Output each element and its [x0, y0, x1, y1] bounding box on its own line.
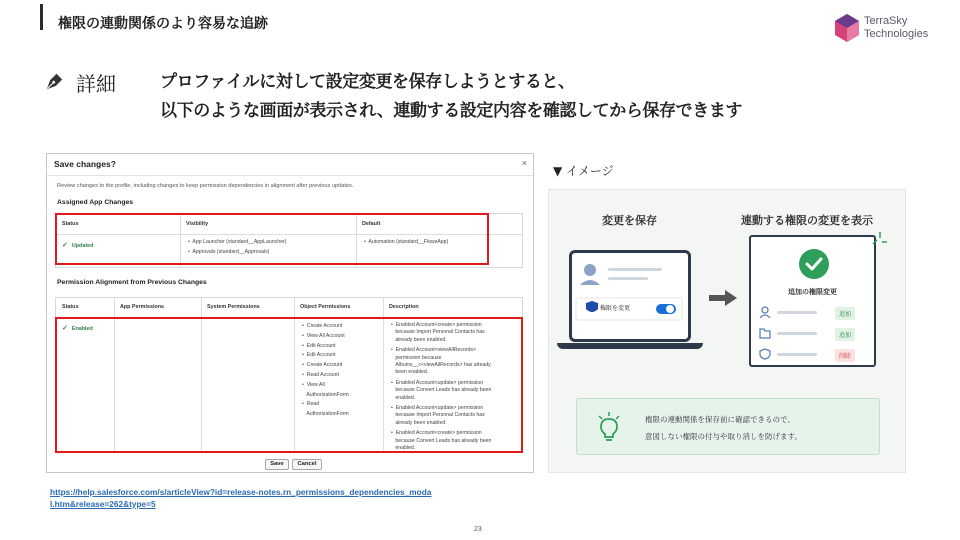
detail-description-line-1: プロファイルに対して設定変更を保存しようとすると、 — [160, 72, 575, 92]
header-accent-bar — [40, 4, 43, 30]
table1-header-visibility: Visibility — [186, 221, 209, 227]
shield-icon — [759, 348, 771, 360]
info-text-line-2: 意図しない権限の付与や取り消しを防げます。 — [645, 432, 802, 441]
info-callout — [576, 398, 880, 455]
terrasky-logo-icon — [834, 13, 860, 43]
save-button[interactable]: Save — [265, 459, 289, 470]
table1-header-status: Status — [62, 221, 79, 227]
page-number: 23 — [474, 526, 482, 533]
arrow-right-icon — [709, 290, 737, 306]
table1-header-default: Default — [362, 221, 381, 227]
permission-toggle-label: 権限を変更 — [600, 305, 631, 312]
badge-add-1: 追加 — [835, 307, 855, 320]
table1-status-cell: ✓ Updated — [62, 242, 94, 249]
cancel-button[interactable]: Cancel — [292, 459, 322, 470]
check-icon: ✓ — [62, 325, 68, 332]
doc-title: 追加の権限変更 — [788, 288, 837, 296]
fountain-pen-icon — [41, 71, 65, 95]
user-profile-icon — [572, 253, 688, 339]
table2-header-object-permissions: Object Permissions — [300, 304, 351, 310]
logo-line-1: TerraSky — [864, 15, 908, 27]
highlight-box-permission-alignment — [55, 317, 523, 453]
terrasky-logo — [834, 13, 944, 45]
laptop-base — [557, 343, 703, 349]
table2-header-system-permissions: System Permissions — [207, 304, 260, 310]
table2-description-cell: • Enabled Account<create> permission because Import Personal Contacts has already been enabled. • Enabled Account<viewAllRecords> permission because Albums__c<viewAllRecords> has already been enabled. • Enabled Account<update> permission because Convert Leads has already been enabled. • Enabled Account<update> permission because Import Personal Contacts has already been enabled. • Enabled Account<create> permission because Convert Leads has already been enabled. — [391, 322, 492, 452]
table2-object-permissions-cell: • Create Account • View All Account • Edit Account • Edit Account • Create Account • Read Account • View All AuthorizationForm • Read AuthorizationForm — [302, 323, 349, 418]
table2-header-status: Status — [62, 304, 79, 310]
section-permission-alignment: Permission Alignment from Previous Changes — [57, 279, 207, 286]
source-link-line-2[interactable]: l.htm&release=262&type=5 — [50, 499, 156, 509]
table2-header-description: Description — [389, 304, 419, 310]
dialog-intro-text: Review changes to the profile, including changes to keep permission dependencies in alignment after previous updates. — [57, 183, 354, 189]
permission-changes-document — [749, 235, 876, 367]
user-icon — [759, 306, 771, 318]
sparkle-icon — [871, 232, 887, 246]
left-illustration-title: 変更を保存 — [602, 214, 657, 227]
table1-visibility-cell: • App Launcher (standard__AppLauncher) • Approvals (standard__Approvals) — [188, 239, 287, 255]
table2-status-cell: ✓ Enabled — [62, 325, 93, 332]
table1-default-cell: • Automation (standard__FlowsApp) — [364, 239, 449, 245]
info-text-line-1: 権限の連動関係を保存前に確認できるので、 — [645, 415, 795, 424]
page-title: 権限の連動関係のより容易な追跡 — [58, 16, 268, 32]
right-illustration-title: 連動する権限の変更を表示 — [741, 214, 873, 227]
table2-header-app-permissions: App Permissions — [120, 304, 165, 310]
highlight-box-app-changes — [55, 213, 489, 265]
detail-description-line-2: 以下のような画面が表示され、連動する設定内容を確認してから保存できます — [160, 101, 743, 121]
laptop-illustration — [569, 250, 691, 342]
check-icon: ✓ — [62, 242, 68, 249]
logo-line-2: Technologies — [864, 28, 929, 40]
image-label: ▼ イメージ — [553, 164, 614, 178]
folder-icon — [759, 327, 771, 339]
image-illustration-panel — [548, 189, 906, 473]
section-assigned-app-changes: Assigned App Changes — [57, 199, 134, 206]
badge-delete: 削除 — [835, 349, 855, 362]
badge-add-2: 追加 — [835, 328, 855, 341]
dialog-titlebar — [47, 154, 533, 176]
lightbulb-icon — [597, 412, 621, 442]
close-icon[interactable]: × — [521, 158, 527, 168]
save-changes-dialog-screenshot — [46, 153, 534, 473]
source-link-line-1[interactable]: https://help.salesforce.com/s/articleView?id=release-notes.rn_permissions_dependencies_moda — [50, 487, 432, 497]
detail-label: 詳細 — [76, 72, 116, 96]
dialog-title: Save changes? — [54, 159, 116, 169]
check-circle-icon — [799, 249, 829, 279]
